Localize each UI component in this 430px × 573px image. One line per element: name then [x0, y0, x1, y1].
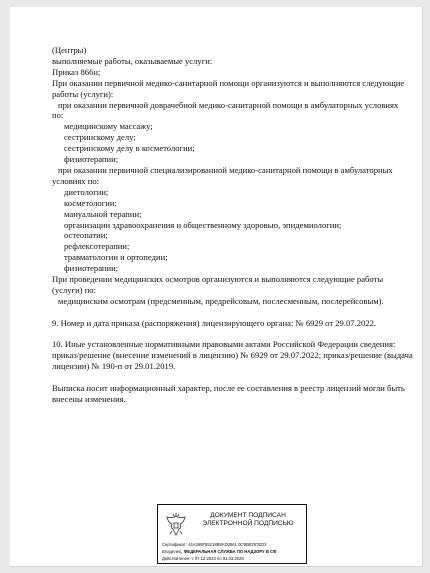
document-page	[10, 7, 423, 567]
document-line: медицинскому массажу;	[64, 121, 153, 132]
document-line: внесены изменения.	[52, 393, 126, 404]
blank-line	[52, 372, 402, 383]
owner-row	[162, 548, 307, 555]
certificate-value: 44A369F55218B8AD0861 0CBB8257ED3	[188, 542, 267, 547]
document-line: физиотерапии;	[64, 263, 119, 274]
document-line: выполняемые работы, оказываемые услуги:	[52, 55, 213, 66]
document-line: Приказ 866н;	[52, 66, 101, 77]
document-line: по:	[52, 110, 64, 121]
signature-details	[162, 541, 307, 562]
document-line: (услуги) по:	[52, 284, 96, 295]
document-line: физиотерапии;	[64, 154, 119, 165]
document-line: приказ/решение (внесение изменений в лицензию) № 6929 от 29.07.2022; приказ/решение (выдача	[52, 350, 413, 361]
document-line: медицинским осмотрам (предсменным, предрейсовым, послесменным, послерейсовым).	[58, 295, 384, 306]
document-line: (Центры)	[52, 45, 87, 55]
owner-value: ФЕДЕРАЛЬНАЯ СЛУЖБА ПО НАДЗОРУ В СФ	[183, 549, 277, 554]
signature-title-line1: ДОКУМЕНТ ПОДПИСАН	[210, 512, 286, 519]
owner-label: Владелец:	[162, 549, 183, 554]
document-line: 9. Номер и дата приказа (распоряжения) лицензирующего органа: № 6929 от 29.07.2022.	[52, 317, 377, 328]
document-line: диетологии;	[64, 186, 109, 197]
signature-title	[194, 512, 302, 528]
document-line: остеопатии;	[64, 230, 108, 241]
document-line: 10. Иные установленные нормативными правовыми актами Российской Федерации сведения:	[52, 339, 396, 350]
blank-line	[52, 307, 402, 318]
valid-value: с 07.12.2023 по 01.03.2025	[191, 556, 244, 561]
valid-label: Действителен:	[162, 556, 191, 561]
document-line: Выписка носит информационный характер, после ее составления в реестр лицензий могли быть	[52, 383, 405, 394]
document-line: при оказании первичной доврачебной медико-санитарной помощи в амбулаторных условиях	[58, 99, 399, 110]
document-line: лицензии) № 190-п от 29.01.2019.	[52, 361, 176, 372]
document-line: мануальной терапии;	[64, 208, 142, 219]
document-line: организации здравоохранения и общественному здоровью, эпидемиологии;	[64, 219, 342, 230]
document-line: При проведении медицинских осмотров организуются и выполняются следующие работы	[52, 274, 384, 285]
document-line: работы (услуги):	[52, 88, 114, 99]
document-line: сестринскому делу в косметологии;	[64, 143, 195, 154]
document-line: косметологии;	[64, 197, 117, 208]
document-line: сестринскому делу;	[64, 132, 136, 143]
signature-title-line2: ЭЛЕКТРОННОЙ ПОДПИСЬЮ	[202, 520, 294, 527]
certificate-label: Сертификат:	[162, 542, 187, 547]
blank-line	[52, 329, 402, 340]
document-line: условиях по:	[52, 175, 100, 186]
document-line: При оказании первичной медико-санитарной помощи организуются и выполняются следующие	[52, 77, 405, 88]
valid-row	[162, 555, 307, 562]
document-line: рефлексотерапии;	[64, 241, 130, 252]
certificate-row	[162, 541, 307, 548]
document-line: травматологии и ортопедии;	[64, 252, 168, 263]
electronic-signature-stamp	[157, 504, 307, 564]
document-text	[52, 45, 413, 405]
document-line: при оказании первичной специализированной медико-санитарной помощи в амбулаторных	[58, 164, 393, 175]
coat-of-arms-icon	[164, 512, 188, 538]
